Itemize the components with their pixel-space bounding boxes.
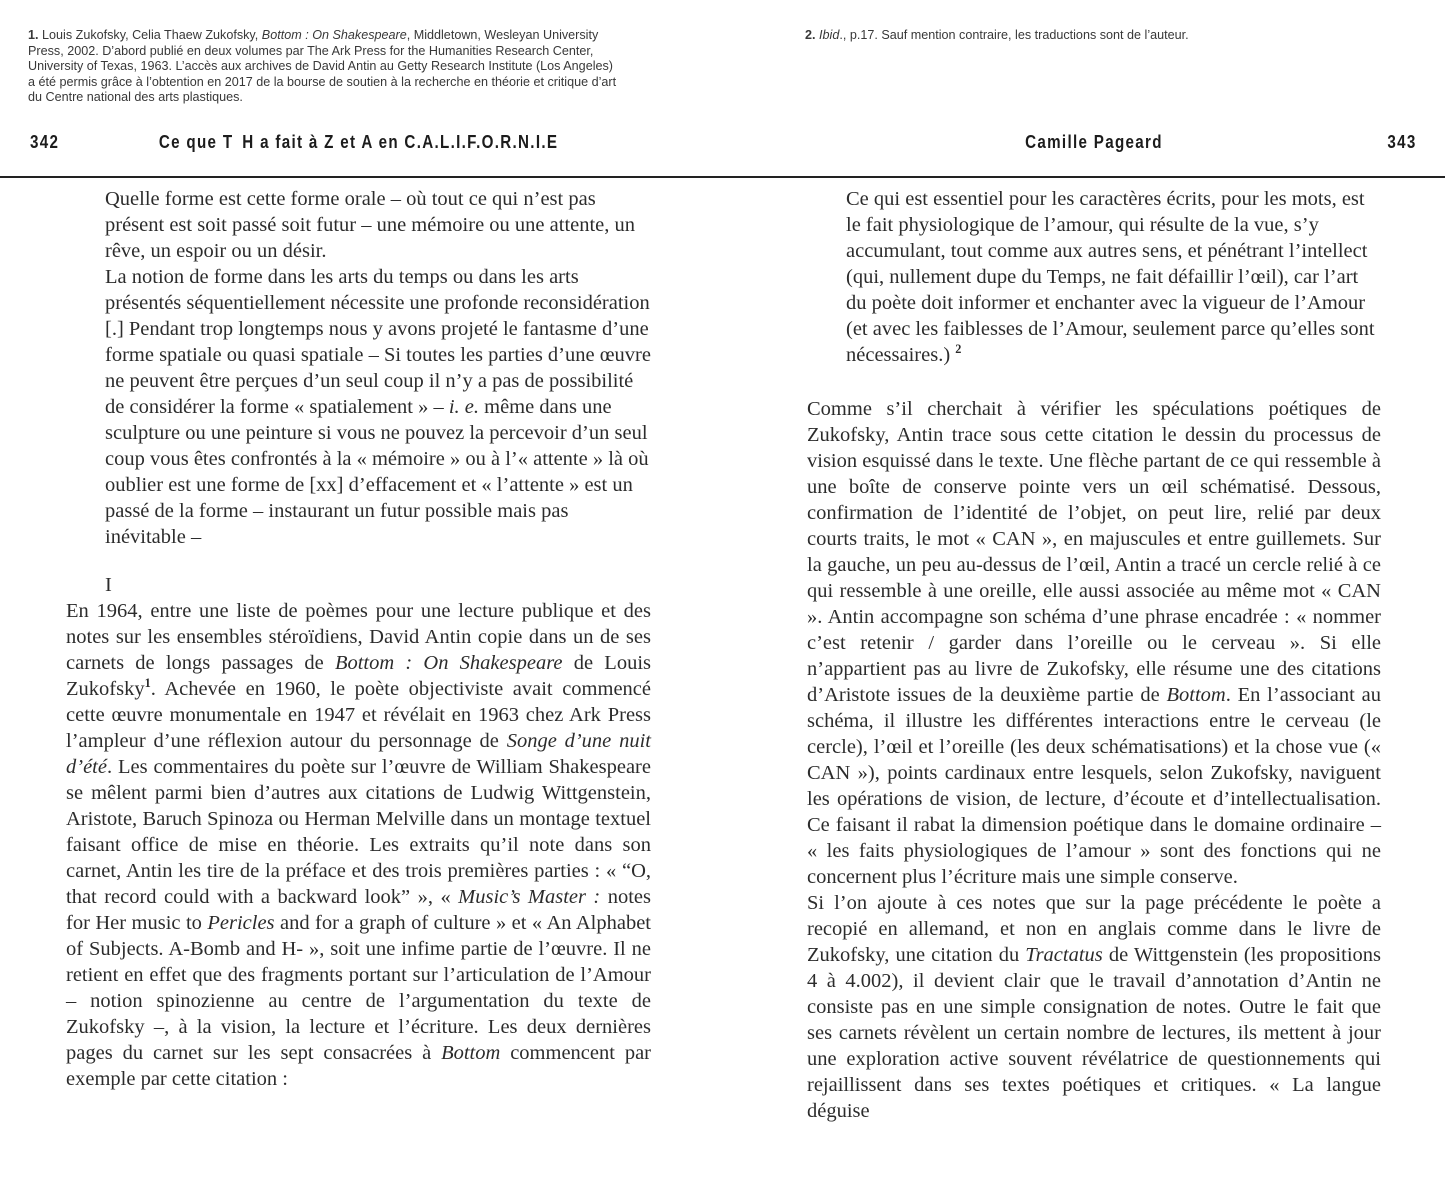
running-title-left [66, 131, 651, 153]
right-body-paragraph-1: Comme s’il cherchait à vérifier les spéculations poétiques de Zukofsky, Antin trace sous cette citation le dessin du processus de vision esquissé dans le texte. Une flèche partant de ce qui ressemble à une boîte de conserve pointe vers un œil schématisé. Dessous, confirmation de l’identité de l’objet, on peut lire, relié par deux courts traits, le mot « CAN », en majuscules et entre guillemets. Sur la gauche, un peu au-dessus de l’œil, Antin a tracé un cercle relié à ce qui ressemble à une oreille, elle aussi associée au même mot « CAN ». Antin accompagne son schéma d’une phrase encadrée : « nommer c’est retenir / garder dans l’oreille ou le cerveau ». Si elle n’appartient pas au livre de Zukofsky, elle résume une des citations d’Aristote issues de la deuxième partie de Bottom. En l’associant au schéma, il illustre les différentes interactions entre le cerveau (le cercle), l’œil et l’oreille (les deux schématisations) et la chose vue (« CAN »), points cardinaux entre lesquels, selon Zukofsky, naviguent les opérations de vision, de lecture, d’écoute et d’intellectualisation. Ce faisant il rabat la dimension poétique dans le domaine ordinaire – « les faits physiologiques de l’amour » sont des fonctions qui ne concernent plus l’écriture mais une simple conserve. [807, 398, 1381, 888]
running-title-right-text: Camille Pageard [1025, 131, 1163, 152]
left-quote-paragraph-1: Quelle forme est cette forme orale – où tout ce qui n’est pas présent est soit passé soit futur – une mémoire ou une attente, un rêve, un espoir ou un désir. [105, 188, 636, 262]
page-number-right [1381, 131, 1417, 153]
left-blockquote [105, 186, 651, 550]
right-quote-paragraph: Ce qui est essentiel pour les caractères écrits, pour les mots, est le fait physiologique de l’amour, qui résulte de la vue, s’y accumulant, tout comme aux autres sens, et pénétrant l’intellect (qui, nullement dupe du Temps, ne fait défaillir l’œil), car l’art du poète doit informer et enchanter avec la vigueur de l’Amour (et avec les faiblesses de l’Amour, seulement parce qu’elles sont nécessaires.) $^2$ [846, 188, 1375, 366]
footnote-1: 1. Louis Zukofsky, Celia Thaew Zukofsky, Bottom : On Shakespeare, Middletown, Wesleyan University Press, 2002. D’abord publié en deux volumes par The Ark Press for the Humanities Research Center, University of Texas, 1963. L’accès aux archives de David Antin au Getty Research Institute (Los Angeles) a été permis grâce à l’obtention en 2017 de la bourse de soutien à la recherche en théorie et critique d’art du Centre national des arts plastiques. [28, 28, 617, 105]
page-number-right-text: 343 [1387, 131, 1417, 152]
header-rule [0, 176, 1445, 178]
left-page-column [66, 186, 651, 1092]
right-blockquote [846, 186, 1381, 368]
page-number-left [30, 131, 66, 153]
left-quote-paragraph-2: La notion de forme dans les arts du temps ou dans les arts présentés séquentiellement nécessite une profonde reconsidération [.] Pendant trop longtemps nous y avons projeté le fantasme d’une forme spatiale ou quasi spatiale – Si toutes les parties d’une œuvre ne peuvent être perçues d’un seul coup il n’y a pas de possibilité de considérer la forme « spatialement » – i. e. même dans une sculpture ou une peinture si vous ne pouvez la percevoir d’un seul coup vous êtes confrontés à la « mémoire » ou à l’« attente » là où oublier est une forme de [xx] d’effacement et « l’attente » est un passé de la forme – instaurant un futur possible mais pas inévitable – [105, 266, 651, 548]
running-title-right [807, 131, 1381, 153]
running-title-left-text: Ce que T H a fait à Z et A en C.A.L.I.F.O.R.N.I.E [158, 131, 559, 152]
footnote-2: 2. Ibid., p.17. Sauf mention contraire, les traductions sont de l’auteur. [805, 28, 1189, 42]
left-body-paragraph: En 1964, entre une liste de poèmes pour une lecture publique et des notes sur les ensembles stéroïdiens, David Antin copie dans un de ses carnets de longs passages de Bottom : On Shakespeare de Louis Zukofsky$^1$. Achevée en 1960, le poète objectiviste avait commencé cette œuvre monumentale en 1947 et révélait en 1963 chez Ark Press l’ampleur d’une réflexion autour du personnage de Songe d’une nuit d’été. Les commentaires du poète sur l’œuvre de William Shakespeare se mêlent parmi bien d’autres aux citations de Ludwig Wittgenstein, Aristote, Baruch Spinoza ou Herman Melville dans un montage textuel faisant office de mise en théorie. Les extraits qu’il note dans son carnet, Antin les tire de la préface et des trois premières parties : « “O, that record could with a backward look” », « Music’s Master : notes for Her music to Pericles and for a graph of culture » et « An Alphabet of Subjects. A-Bomb and H- », soit une infime partie de l’œuvre. Il ne retient en effet que des fragments portant sur l’articulation de l’Amour – notion spinozienne au centre de l’argumentation du texte de Zukofsky –, à la vision, la lecture et l’écriture. Les deux dernières pages du carnet sur les sept consacrées à Bottom commencent par exemple par cette citation : [66, 600, 652, 1090]
page-number-left-text: 342 [30, 131, 60, 152]
right-body-paragraph-2: Si l’on ajoute à ces notes que sur la page précédente le poète a recopié en allemand, et non en anglais comme dans le livre de Zukofsky, une citation du Tractatus de Wittgenstein (les propositions 4 à 4.002), il devient clair que le travail d’annotation d’Antin ne consiste pas en une simple consignation de notes. Outre le fait que ses carnets révèlent un certain nombre de lectures, ils mettent à jour une exploration active souvent révélatrice de questionnements qui rejaillissent dans ses textes poétiques et critiques. « La langue déguise [807, 892, 1381, 1122]
right-page-column [807, 186, 1381, 1124]
quote-body-gap [807, 368, 1381, 396]
section-numeral: I [105, 574, 112, 596]
